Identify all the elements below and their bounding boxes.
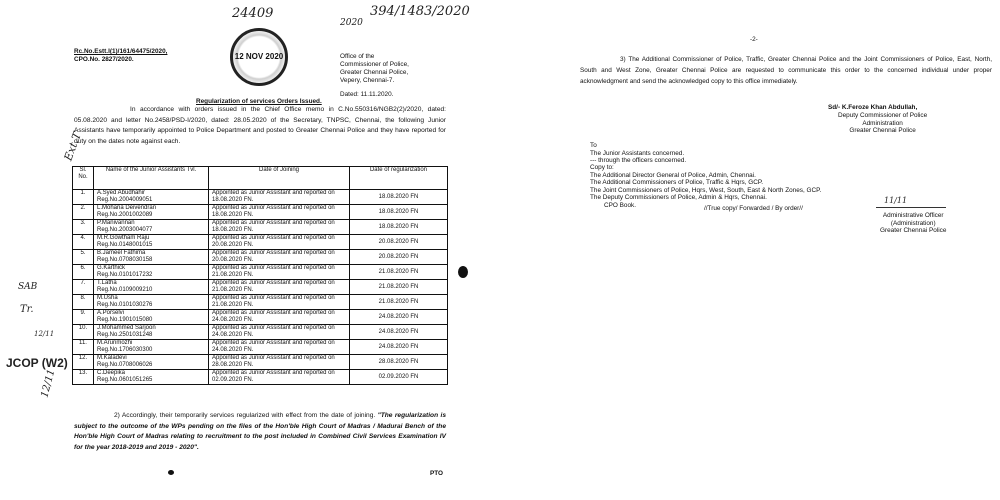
assistant-reg-no: Reg.No.0601051265: [97, 377, 153, 383]
office-address: [340, 53, 409, 85]
office-line: Commissioner of Police,: [340, 61, 409, 68]
assistant-reg-no: Reg.No.1901015080: [97, 317, 153, 323]
page-number: -2-: [750, 36, 758, 43]
table-row: [73, 370, 448, 385]
table-row: [73, 250, 448, 265]
assistant-name: A.Syed Abudhahir: [97, 190, 146, 196]
assistant-name: M.Arunmozhi: [97, 340, 133, 346]
cell-date-of-regularization: 20.08.2020 FN: [350, 250, 448, 265]
cell-sl-no: 7.: [73, 280, 94, 295]
handwritten-reference: 394/1483/2020: [370, 4, 470, 19]
cell-name: [94, 280, 209, 295]
cell-date-of-regularization: 21.08.2020 FN: [350, 265, 448, 280]
cell-name: [94, 340, 209, 355]
cell-name: [94, 190, 209, 205]
to-line: To: [590, 142, 597, 149]
signatory-designation: [838, 112, 927, 135]
copy-to-label: Copy to:: [590, 164, 614, 171]
handwritten-year: 2020: [340, 18, 363, 28]
cell-name: [94, 355, 209, 370]
cell-sl-no: 10.: [73, 325, 94, 340]
document-page-2: [540, 0, 1000, 500]
table-row: [73, 235, 448, 250]
cell-date-of-regularization: 24.08.2020 FN: [350, 310, 448, 325]
cell-date-of-regularization: 18.08.2020 FN: [350, 190, 448, 205]
cell-name: [94, 370, 209, 385]
reference-number: Rc.No.Estt.I(1)/161/64475/2020,: [74, 48, 168, 55]
ao-line: Greater Chennai Police: [880, 227, 947, 234]
copy-line: CPO Book.: [604, 201, 636, 209]
cell-name: [94, 265, 209, 280]
copy-line: The Joint Commissioners of Police, Hqrs, West, South, East & North Zones, GCP.: [590, 186, 822, 194]
cell-date-of-joining: Appointed as Junior Assistant and reported on 24.08.2020 FN.: [209, 325, 350, 340]
paragraph-2: [74, 411, 446, 453]
table-row: [73, 220, 448, 235]
cell-date-of-regularization: 21.08.2020 FN: [350, 295, 448, 310]
stamp-date: 12 NOV 2020: [234, 52, 284, 61]
paragraph-1: In accordance with orders issued in the Chief Office memo in C.No.550316/NGB2(2)/2020, dated: 05.08.2020 and letter No.2458/PSD-I/2020, dated: 28.05.2020 of the Secretary, TNPSC, Chennai, the following Junior Assistants have temporarily appointed to Police Department and posted to Greater Chennai Police and they have reported for duty on the dates note against each.: [74, 106, 446, 145]
cell-sl-no: 12.: [73, 355, 94, 370]
cell-sl-no: 11.: [73, 340, 94, 355]
cell-sl-no: 8.: [73, 295, 94, 310]
cell-date-of-joining: Appointed as Junior Assistant and reported on 21.08.2020 FN.: [209, 265, 350, 280]
assistant-reg-no: Reg.No.2501031248: [97, 332, 153, 338]
handwritten-signature-date: 11/11: [884, 196, 908, 205]
paragraph-2-bold: "The regularization is subject to the outcome of the WPs pending on the files of the Hon'ble High Court of Madras / Madurai Bench of the Hon'ble High Court of Madras relating to recruitment to the post included in Combined Civil Services Examination IV for the year 2018-2019 and 2019 - 2020".: [74, 412, 446, 451]
assistant-name: P.Manivannan: [97, 220, 135, 226]
handwritten-sab: SAB: [18, 282, 38, 292]
cell-date-of-regularization: 21.08.2020 FN: [350, 280, 448, 295]
cell-sl-no: 9.: [73, 310, 94, 325]
cell-date-of-joining: Appointed as Junior Assistant and reported on 18.08.2020 FN.: [209, 205, 350, 220]
to-block: [590, 142, 686, 165]
signatory-name: Sd/- K.Feroze Khan Abdullah,: [828, 104, 918, 111]
cell-sl-no: 6.: [73, 265, 94, 280]
office-line: Office of the: [340, 53, 375, 60]
cell-name: [94, 295, 209, 310]
col-header-sl-no: Sl. No.: [73, 167, 94, 190]
assistant-reg-no: Reg.No.0148001015: [97, 242, 153, 248]
designation-line: Greater Chennai Police: [849, 127, 916, 134]
cell-name: [94, 235, 209, 250]
pto-label: PTO: [430, 470, 444, 477]
table-row: [73, 355, 448, 370]
assistant-name: T.Latha: [97, 280, 117, 286]
ao-line: Administrative Officer: [882, 212, 944, 219]
copy-to-block: [590, 164, 821, 209]
assistant-reg-no: Reg.No.0109009210: [97, 287, 153, 293]
cell-date-of-joining: Appointed as Junior Assistant and reported on 21.08.2020 FN.: [209, 295, 350, 310]
assistant-reg-no: Reg.No.0708006026: [97, 362, 153, 368]
cell-date-of-regularization: 18.08.2020 FN: [350, 220, 448, 235]
table-row: [73, 325, 448, 340]
cell-date-of-joining: Appointed as Junior Assistant and reported on 18.08.2020 FN.: [209, 220, 350, 235]
paragraph-2-text: 2) Accordingly, their temporarily services regularized with effect from the date of joining.: [114, 412, 376, 419]
assistant-reg-no: Reg.No.2001002089: [97, 212, 153, 218]
cell-date-of-regularization: 24.08.2020 FN: [350, 340, 448, 355]
cell-date-of-joining: Appointed as Junior Assistant and reported on 24.08.2020 FN.: [209, 340, 350, 355]
assistant-name: A.Porselvi: [97, 310, 125, 316]
copy-line: The Deputy Commissioners of Police, Admin & Hqrs, Chennai.: [590, 194, 767, 201]
copy-line: The Additional Commissioners of Police, Traffic & Hqrs, GCP.: [590, 179, 764, 186]
cell-date-of-joining: Appointed as Junior Assistant and reported on 24.08.2020 FN.: [209, 310, 350, 325]
cell-name: [94, 250, 209, 265]
cell-date-of-regularization: 24.08.2020 FN: [350, 325, 448, 340]
office-line: Greater Chennai Police,: [340, 69, 409, 76]
signature-stroke: [876, 207, 946, 208]
copy-line: The Additional Director General of Police, Admin, Chennai.: [590, 171, 756, 179]
designation-line: Administration: [862, 119, 903, 127]
table-row: [73, 205, 448, 220]
assistant-reg-no: Reg.No.2003004077: [97, 227, 153, 233]
assistant-reg-no: Reg.No.0101017232: [97, 272, 153, 278]
ao-line: (Administration): [890, 219, 936, 227]
assistant-name: J.Mohammed Sarjoon: [97, 325, 156, 331]
assistant-name: B.Jameel Fathima: [97, 250, 146, 256]
cell-sl-no: 5.: [73, 250, 94, 265]
table-row: [73, 265, 448, 280]
cell-date-of-joining: Appointed as Junior Assistant and reported on 02.09.2020 FN.: [209, 370, 350, 385]
cell-sl-no: 4.: [73, 235, 94, 250]
ink-blot: [168, 470, 174, 475]
paragraph-3: 3) The Additional Commissioner of Police, Traffic, Greater Chennai Police and the Joint Commissioners of Police, East, North, South and West Zone, Greater Chennai Police are requested to communicate this order to the concerned individual under proper acknowledgment and send the acknowledged copy to this office immediately.: [580, 56, 992, 85]
table-row: [73, 190, 448, 205]
true-copy-forwarded: //True copy/ Forwarded / By order//: [704, 205, 803, 212]
handwritten-date-1: 12/11: [34, 330, 55, 338]
cell-date-of-regularization: 02.09.2020 FN: [350, 370, 448, 385]
office-line: Vepery, Chennai-7.: [340, 77, 395, 84]
cell-date-of-joining: Appointed as Junior Assistant and reported on 20.08.2020 FN.: [209, 235, 350, 250]
handwritten-initial: Tr.: [20, 304, 34, 315]
cell-date-of-regularization: 20.08.2020 FN: [350, 235, 448, 250]
cell-date-of-regularization: 28.08.2020 FN: [350, 355, 448, 370]
assistant-name: G.Karthick: [97, 265, 126, 271]
cpo-number: CPO.No. 2827/2020.: [74, 56, 134, 63]
cell-date-of-joining: Appointed as Junior Assistant and reported on 20.08.2020 FN.: [209, 250, 350, 265]
col-header-date-of-regularization: Date of regularization: [350, 167, 448, 190]
assistant-reg-no: Reg.No.0101030276: [97, 302, 153, 308]
handwritten-margin-mark: Ext.T: [61, 130, 84, 163]
cell-sl-no: 13.: [73, 370, 94, 385]
cell-date-of-joining: Appointed as Junior Assistant and reported on 21.08.2020 FN.: [209, 280, 350, 295]
table-header-row: [73, 167, 448, 190]
designation-line: Deputy Commissioner of Police: [838, 112, 928, 119]
assistant-name: C.Deepika: [97, 370, 126, 376]
assistant-reg-no: Reg.No.2004009051: [97, 197, 153, 203]
table-row: [73, 280, 448, 295]
table-row: [73, 310, 448, 325]
cell-name: [94, 220, 209, 235]
col-header-name: Name of the Junior Assistants Tvl.: [94, 167, 209, 190]
cell-date-of-regularization: 18.08.2020 FN: [350, 205, 448, 220]
dated: Dated: 11.11.2020.: [340, 91, 394, 98]
cell-name: [94, 205, 209, 220]
cell-date-of-joining: Appointed as Junior Assistant and reported on 18.08.2020 FN.: [209, 190, 350, 205]
col-header-date-of-joining: Date of Joining: [209, 167, 350, 190]
assistant-name: M.Kaladevi: [97, 355, 127, 361]
cell-name: [94, 310, 209, 325]
handwritten-jcop: JCOP (W2): [6, 356, 68, 370]
table-row: [73, 295, 448, 310]
assistant-name: L.Mohana Deivendran: [97, 205, 157, 211]
ink-blot: [458, 266, 468, 278]
assistant-reg-no: Reg.No.0708030158: [97, 257, 153, 263]
administrative-officer-block: [880, 212, 946, 235]
to-line: --- through the officers concerned.: [590, 157, 687, 164]
subject-line: Regularization of services Orders Issued.: [196, 98, 322, 105]
handwritten-date-2: 12/11: [39, 368, 58, 399]
assistant-name: M.R.Gowtham Raju: [97, 235, 150, 241]
junior-assistants-table: [72, 166, 448, 385]
handwritten-inward-number: 24409: [232, 6, 274, 21]
cell-name: [94, 325, 209, 340]
table-row: [73, 340, 448, 355]
to-line: The Junior Assistants concerned.: [590, 149, 685, 157]
cell-sl-no: 3.: [73, 220, 94, 235]
cell-date-of-joining: Appointed as Junior Assistant and reported on 28.08.2020 FN.: [209, 355, 350, 370]
cell-sl-no: 1.: [73, 190, 94, 205]
assistant-reg-no: Reg.No.1706030300: [97, 347, 153, 353]
office-stamp: [230, 28, 288, 86]
cell-sl-no: 2.: [73, 205, 94, 220]
assistant-name: M.Usha: [97, 295, 118, 301]
